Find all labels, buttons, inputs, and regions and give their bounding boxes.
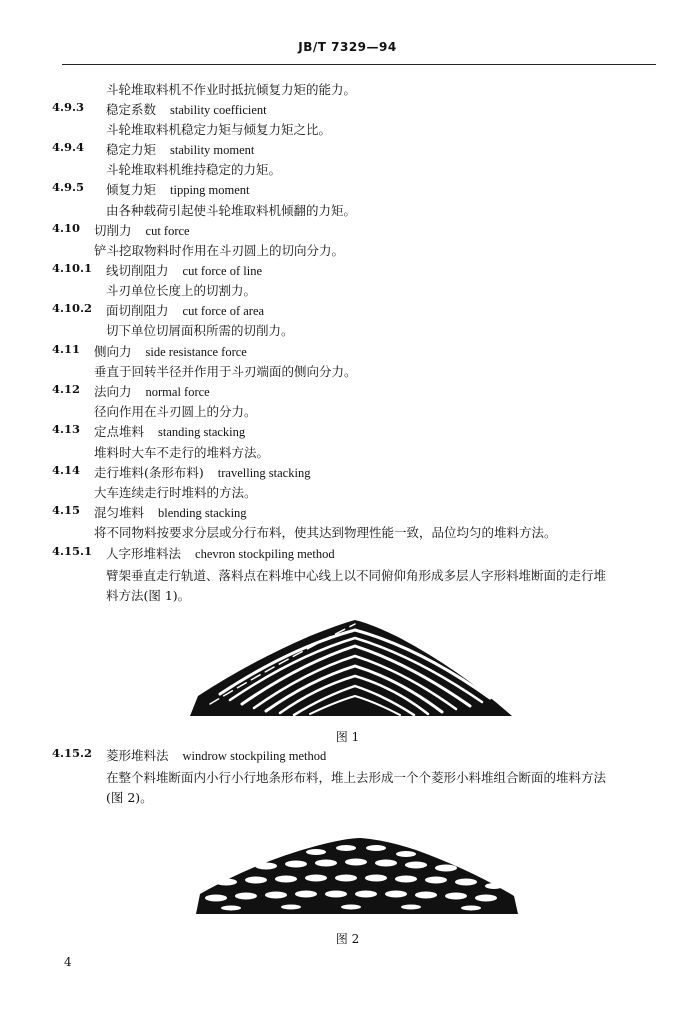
entry-term [106, 544, 335, 562]
entry-term [94, 503, 247, 521]
entry-number: 4.12 [52, 382, 81, 396]
entry-term [106, 100, 267, 118]
term-zh: 菱形堆料法 [106, 748, 169, 763]
entry-definition: 垂直于回转半径并作用于斗刃端面的侧向分力。 [94, 364, 357, 379]
entry-term [106, 261, 262, 279]
term-zh: 线切削阻力 [106, 263, 169, 278]
header-rule [62, 64, 656, 65]
term-en: standing stacking [158, 425, 246, 439]
entry-number: 4.13 [52, 422, 81, 436]
figure-2-windrow-stockpile [196, 836, 518, 916]
term-en: cut force of area [182, 304, 265, 318]
intro-text: 斗轮堆取料机不作业时抵抗倾复力矩的能力。 [106, 82, 357, 97]
term-en: travelling stacking [217, 466, 311, 480]
term-zh: 切削力 [94, 223, 132, 238]
entry-term [106, 746, 326, 764]
entry-definition: 斗轮堆取料机维持稳定的力矩。 [106, 162, 282, 177]
entry-definition: 将不同物料按要求分层或分行布料，使其达到物理性能一致，品位均匀的堆料方法。 [94, 525, 557, 540]
entry-term [94, 382, 210, 400]
figure-1-caption: 图 1 [335, 730, 360, 744]
page-number: 4 [64, 955, 72, 969]
entry-number: 4.15 [52, 503, 81, 517]
entry-term [106, 140, 254, 158]
term-zh: 人字形堆料法 [106, 546, 182, 561]
entry-number: 4.9.3 [52, 100, 85, 114]
term-en: cut force of line [182, 264, 262, 278]
entry-number: 4.10.2 [52, 301, 93, 315]
entry-term [94, 463, 310, 481]
figure-1-chevron-stockpile [190, 612, 512, 720]
term-zh: 稳定系数 [106, 102, 157, 117]
entry-number: 4.9.5 [52, 180, 85, 194]
term-en: chevron stockpiling method [195, 547, 335, 561]
term-zh: 倾复力矩 [106, 182, 157, 197]
term-zh: 混匀堆料 [94, 505, 145, 520]
entry-definition: 径向作用在斗刃圆上的分力。 [94, 404, 257, 419]
term-zh: 定点堆料 [94, 424, 145, 439]
entry-definition-cont: 料方法(图 1)。 [106, 588, 191, 603]
figure-2-caption: 图 2 [335, 932, 360, 946]
term-en: blending stacking [158, 506, 247, 520]
entry-definition: 斗轮堆取料机稳定力矩与倾复力矩之比。 [106, 122, 332, 137]
entry-term [106, 180, 250, 198]
entry-definition: 切下单位切屑面积所需的切削力。 [106, 323, 294, 338]
entry-term [94, 221, 190, 239]
term-en: normal force [145, 385, 210, 399]
entry-definition: 堆料时大车不走行的堆料方法。 [94, 445, 270, 460]
term-en: side resistance force [145, 345, 247, 359]
term-en: stability coefficient [170, 103, 267, 117]
entry-number: 4.14 [52, 463, 81, 477]
term-zh: 法向力 [94, 384, 132, 399]
pile-silhouette [196, 838, 518, 914]
entry-term [94, 342, 247, 360]
entry-definition: 斗刃单位长度上的切割力。 [106, 283, 257, 298]
entry-number: 4.9.4 [52, 140, 85, 154]
entry-definition: 在整个料堆断面内小行小行地条形布料，堆上去形成一个个菱形小料堆组合断面的堆料方法 [106, 770, 607, 785]
entry-definition: 由各种载荷引起使斗轮堆取料机倾翻的力矩。 [106, 203, 357, 218]
term-zh: 走行堆料(条形布料) [94, 465, 204, 480]
document-code-header: JB/T 7329—94 [298, 40, 397, 54]
term-zh: 面切削阻力 [106, 303, 169, 318]
entry-number: 4.11 [52, 342, 81, 356]
entry-term [94, 422, 245, 440]
term-en: stability moment [170, 143, 255, 157]
entry-definition: 铲斗挖取物料时作用在斗刃圆上的切向分力。 [94, 243, 345, 258]
term-en: tipping moment [170, 183, 250, 197]
term-zh: 稳定力矩 [106, 142, 157, 157]
entry-definition: 臂架垂直走行轨道、落料点在料堆中心线上以不同俯仰角形成多层人字形料堆断面的走行堆 [106, 568, 607, 583]
term-en: windrow stockpiling method [182, 749, 327, 763]
entry-number: 4.10.1 [52, 261, 93, 275]
term-en: cut force [145, 224, 190, 238]
term-zh: 侧向力 [94, 344, 132, 359]
entry-definition-cont: (图 2)。 [106, 790, 153, 805]
entry-number: 4.15.1 [52, 544, 93, 558]
entry-number: 4.10 [52, 221, 81, 235]
entry-term [106, 301, 264, 319]
entry-definition: 大车连续走行时堆料的方法。 [94, 485, 257, 500]
entry-number: 4.15.2 [52, 746, 93, 760]
